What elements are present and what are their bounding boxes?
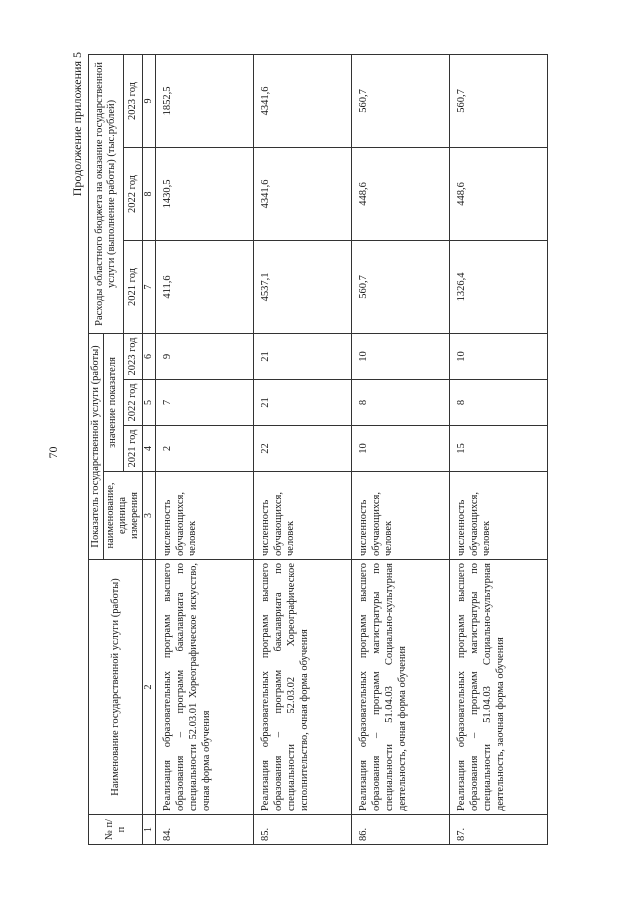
column-number: 4 (143, 426, 156, 472)
column-number-row (143, 54, 156, 844)
header-expense-2022: 2022 год (123, 147, 143, 240)
table-row (156, 54, 254, 844)
service-name: Реализация образовательных программ высшего образования – программ магистратуры по специальности 51.04.03 Социально-культурная деятельность, заочная форма обучения (450, 560, 548, 815)
value-2022: 8 (352, 380, 450, 426)
table-row (450, 54, 548, 844)
header-expenses: Расходы областного бюджета на оказание государственной услуги (выполнение работы) (тыс.рублей) (89, 54, 124, 333)
header-expense-2021: 2021 год (123, 240, 143, 333)
row-number: 87. (450, 815, 548, 845)
unit-name: численность обучающихся, человек (254, 472, 352, 560)
column-number: 2 (143, 560, 156, 815)
unit-name: численность обучающихся, человек (450, 472, 548, 560)
value-2023: 21 (254, 333, 352, 379)
expense-2021: 560,7 (352, 240, 450, 333)
table-row (352, 54, 450, 844)
service-name: Реализация образовательных программ высшего образования – программ бакалавриата по специальности 52.03.02 Хореографическое исполнительство, очная форма обучения (254, 560, 352, 815)
expense-2023: 4341,6 (254, 54, 352, 147)
header-indicator-value: значение показателя (104, 333, 124, 471)
header-no: № п/п (89, 815, 143, 845)
budget-table (88, 54, 548, 845)
value-2021: 22 (254, 426, 352, 472)
value-2022: 8 (450, 380, 548, 426)
value-2023: 10 (450, 333, 548, 379)
column-number: 3 (143, 472, 156, 560)
header-indicator: Показатель государственной услуги (работы) (89, 333, 104, 559)
value-2023: 9 (156, 333, 254, 379)
expense-2023: 560,7 (450, 54, 548, 147)
row-number: 85. (254, 815, 352, 845)
header-unit-name: наименование, единица измерения (104, 472, 143, 560)
expense-2023: 560,7 (352, 54, 450, 147)
header-value-2022: 2022 год (123, 380, 143, 426)
expense-2022: 4341,6 (254, 147, 352, 240)
expense-2022: 1430,5 (156, 147, 254, 240)
value-2022: 7 (156, 380, 254, 426)
value-2021: 10 (352, 426, 450, 472)
value-2021: 15 (450, 426, 548, 472)
column-number: 5 (143, 380, 156, 426)
table-row (254, 54, 352, 844)
expense-2021: 4537,1 (254, 240, 352, 333)
unit-name: численность обучающихся, человек (352, 472, 450, 560)
header-expense-2023: 2023 год (123, 54, 143, 147)
value-2022: 21 (254, 380, 352, 426)
expense-2023: 1852,5 (156, 54, 254, 147)
expense-2022: 448,6 (450, 147, 548, 240)
page-number: 70 (46, 446, 60, 459)
value-2023: 10 (352, 333, 450, 379)
continuation-note: Продолжение приложения 5 (70, 52, 84, 197)
header-service-name: Наименование государственной услуги (работы) (89, 560, 143, 815)
service-name: Реализация образовательных программ высшего образования – программ магистратуры по специальности 51.04.03 Социально-культурная деятельность, очная форма обучения (352, 560, 450, 815)
expense-2021: 411,6 (156, 240, 254, 333)
header-value-2021: 2021 год (123, 426, 143, 472)
expense-2021: 1326,4 (450, 240, 548, 333)
column-number: 1 (143, 815, 156, 845)
column-number: 9 (143, 54, 156, 147)
row-number: 84. (156, 815, 254, 845)
column-number: 8 (143, 147, 156, 240)
unit-name: численность обучающихся, человек (156, 472, 254, 560)
column-number: 6 (143, 333, 156, 379)
row-number: 86. (352, 815, 450, 845)
service-name: Реализация образовательных программ высшего образования – программ бакалавриата по специальности 52.03.01 Хореографическое искусство, очная форма обучения (156, 560, 254, 815)
value-2021: 2 (156, 426, 254, 472)
header-value-2023: 2023 год (123, 333, 143, 379)
column-number: 7 (143, 240, 156, 333)
expense-2022: 448,6 (352, 147, 450, 240)
